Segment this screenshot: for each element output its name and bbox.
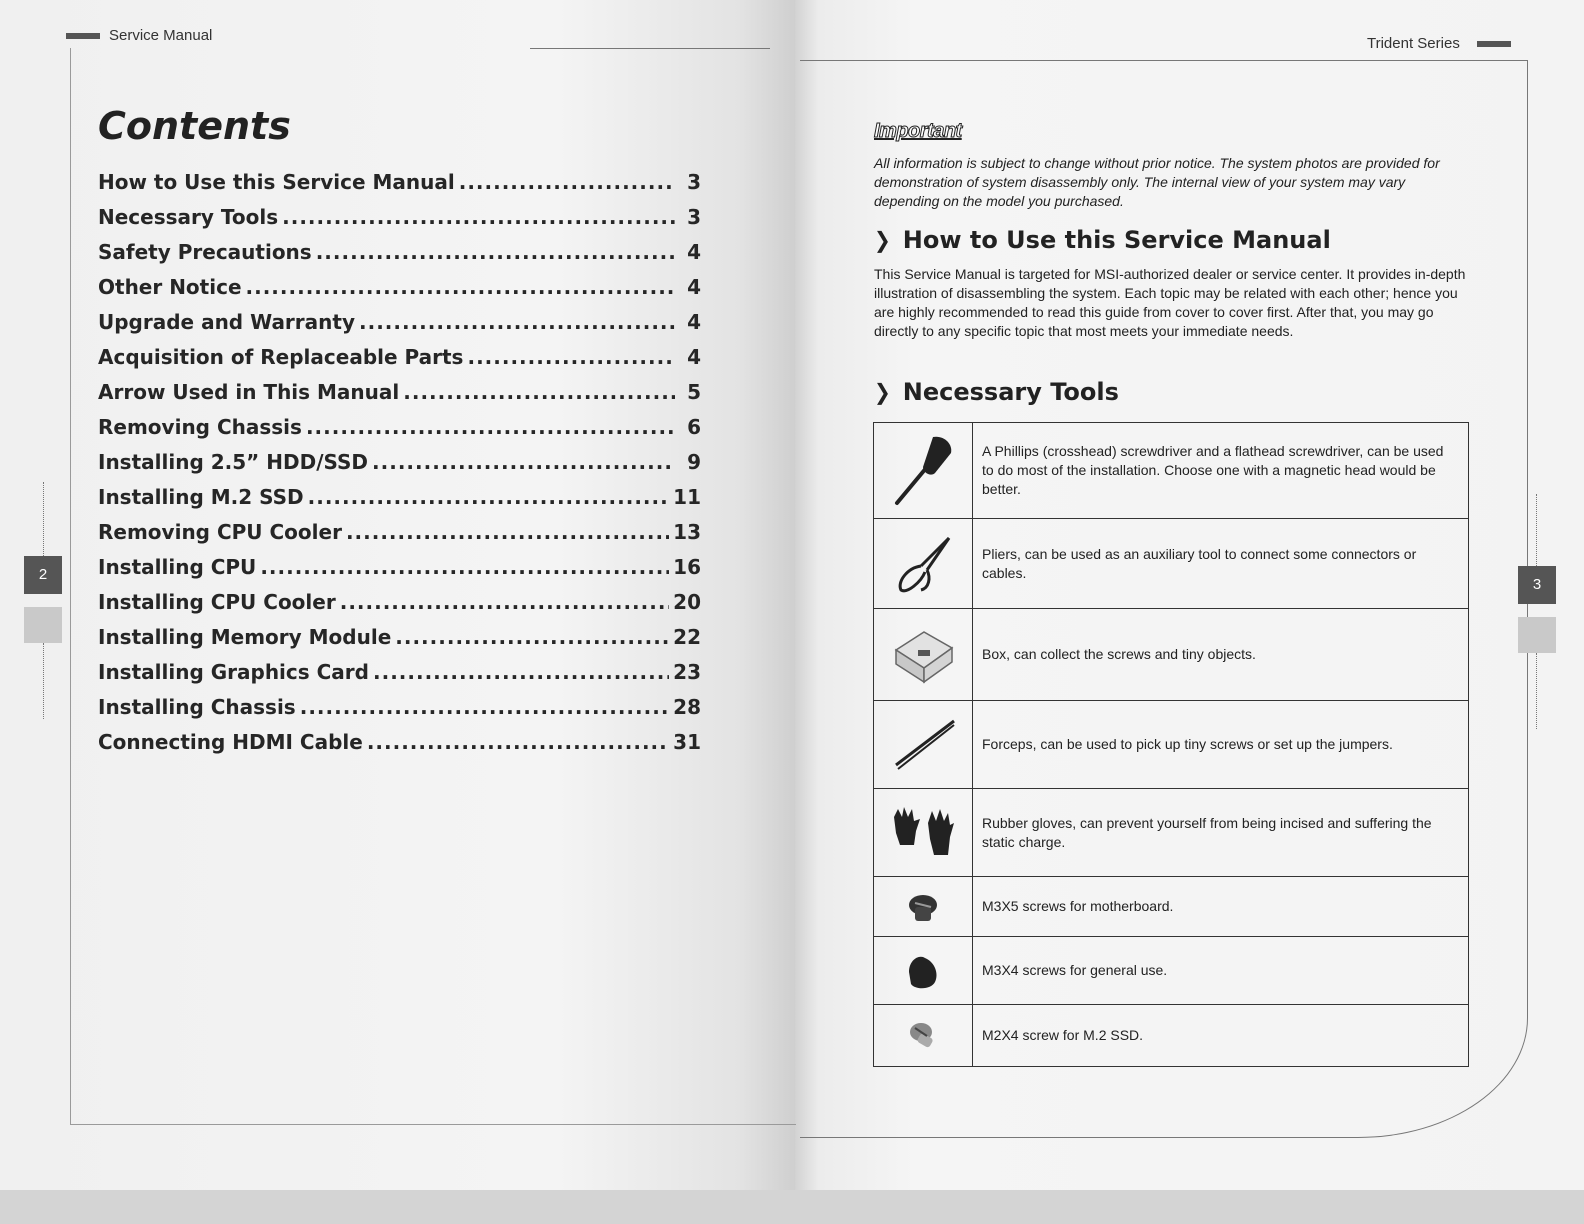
toc-entry[interactable] <box>98 660 701 695</box>
tool-icon-cell <box>874 423 973 519</box>
toc-entry[interactable] <box>98 380 701 415</box>
toc-entry-label: Arrow Used in This Manual <box>98 380 400 404</box>
toc-entry-label: Acquisition of Replaceable Parts <box>98 345 464 369</box>
tool-description: A Phillips (crosshead) screwdriver and a flathead screwdriver, can be used to do most of the installation. Choose one with a magnetic head would be better. <box>973 423 1469 519</box>
toc-entry-label: Removing CPU Cooler <box>98 520 342 544</box>
right-page-number: 3 <box>1518 566 1556 604</box>
toc-leader-dots <box>246 275 675 299</box>
toc-entry-label: Installing CPU Cooler <box>98 590 336 614</box>
contents-title: Contents <box>98 104 291 148</box>
toc-entry[interactable] <box>98 240 701 275</box>
chevron-right-icon: ❯ <box>874 226 891 254</box>
toc-entry-page: 13 <box>673 520 701 544</box>
toc-entry-label: Connecting HDMI Cable <box>98 730 363 754</box>
toc-entry-label: Upgrade and Warranty <box>98 310 355 334</box>
scanner-bed <box>0 1190 1584 1224</box>
chevron-right-icon: ❯ <box>874 378 891 406</box>
toc-entry-page: 3 <box>687 205 701 229</box>
toc-entry-page: 22 <box>673 625 701 649</box>
toc-leader-dots <box>467 345 675 369</box>
toc-leader-dots <box>316 240 675 264</box>
table-of-contents <box>98 170 701 765</box>
toc-leader-dots <box>300 695 669 719</box>
left-header-title: Service Manual <box>109 27 213 44</box>
toc-entry[interactable] <box>98 415 701 450</box>
left-page-rule <box>530 48 770 49</box>
table-row <box>874 609 1469 701</box>
rubber-gloves-icon <box>888 805 958 861</box>
m3x4-screw-icon <box>901 950 945 992</box>
table-row <box>874 519 1469 609</box>
toc-entry[interactable] <box>98 730 701 765</box>
tool-description: Rubber gloves, can prevent yourself from being incised and suffering the static charge. <box>973 789 1469 877</box>
toc-entry-label: Other Notice <box>98 275 242 299</box>
toc-entry[interactable] <box>98 555 701 590</box>
right-page-tab <box>1518 617 1556 653</box>
left-header-mark <box>66 33 100 39</box>
toc-entry-label: Installing Graphics Card <box>98 660 369 684</box>
tool-icon-cell <box>874 701 973 789</box>
toc-entry[interactable] <box>98 205 701 240</box>
toc-leader-dots <box>282 205 675 229</box>
toc-entry-page: 9 <box>687 450 701 474</box>
toc-entry[interactable] <box>98 450 701 485</box>
toc-entry-page: 16 <box>673 555 701 579</box>
toc-leader-dots <box>308 485 670 509</box>
important-label: Important <box>874 120 962 142</box>
tool-icon-cell <box>874 1005 973 1067</box>
table-row <box>874 423 1469 519</box>
left-index-dotted-line-lower <box>43 643 44 719</box>
toc-entry-page: 4 <box>687 310 701 334</box>
right-index-dotted-line-lower <box>1536 653 1537 729</box>
tool-icon-cell <box>874 789 973 877</box>
toc-leader-dots <box>373 660 669 684</box>
toc-entry-label: Removing Chassis <box>98 415 302 439</box>
toc-leader-dots <box>260 555 669 579</box>
forceps-icon <box>888 715 958 775</box>
toc-entry-label: Installing M.2 SSD <box>98 485 304 509</box>
toc-entry-page: 4 <box>687 345 701 369</box>
toc-entry-page: 11 <box>673 485 701 509</box>
important-notice: All information is subject to change without prior notice. The system photos are provided for demonstration of system disassembly only. The internal view of your system may vary depending on the model you purchased. <box>874 155 1440 209</box>
right-index-dotted-line <box>1536 494 1537 566</box>
toc-entry-page: 6 <box>687 415 701 439</box>
toc-leader-dots <box>372 450 675 474</box>
toc-leader-dots <box>359 310 675 334</box>
toc-entry[interactable] <box>98 695 701 730</box>
toc-leader-dots <box>367 730 669 754</box>
table-row <box>874 701 1469 789</box>
box-icon <box>888 620 958 690</box>
toc-entry-page: 5 <box>687 380 701 404</box>
toc-leader-dots <box>403 380 675 404</box>
toc-entry[interactable] <box>98 170 701 205</box>
toc-leader-dots <box>306 415 675 439</box>
toc-entry[interactable] <box>98 275 701 310</box>
tool-description: Box, can collect the screws and tiny objects. <box>973 609 1469 701</box>
left-page-tab <box>24 607 62 643</box>
tool-description: M3X5 screws for motherboard. <box>973 877 1469 937</box>
toc-entry[interactable] <box>98 520 701 555</box>
toc-entry[interactable] <box>98 345 701 380</box>
section-how-to-use-text: This Service Manual is targeted for MSI-authorized dealer or service center. It provides in-depth illustration of disassembling the system. Each topic may be related with each other; hence you are highly recommended to read this guide from cover to cover first. After that, you may go directly to any specific topic that most meets your immediate needs. <box>874 266 1466 339</box>
m3x5-screw-icon <box>901 889 945 925</box>
toc-entry-page: 23 <box>673 660 701 684</box>
right-header-mark <box>1477 41 1511 47</box>
table-row <box>874 937 1469 1005</box>
toc-entry-label: Necessary Tools <box>98 205 279 229</box>
table-row <box>874 877 1469 937</box>
toc-entry-page: 4 <box>687 240 701 264</box>
section-necessary-tools-title <box>874 378 1119 406</box>
tool-icon-cell <box>874 609 973 701</box>
tool-description: M2X4 screw for M.2 SSD. <box>973 1005 1469 1067</box>
section-necessary-tools-label: Necessary Tools <box>902 378 1119 406</box>
tool-description: Forceps, can be used to pick up tiny screws or set up the jumpers. <box>973 701 1469 789</box>
section-how-to-use-label: How to Use this Service Manual <box>902 226 1331 254</box>
tool-icon-cell <box>874 877 973 937</box>
screwdriver-icon <box>883 429 963 513</box>
toc-entry[interactable] <box>98 485 701 520</box>
tool-icon-cell <box>874 519 973 609</box>
toc-entry-label: Safety Precautions <box>98 240 312 264</box>
toc-entry[interactable] <box>98 310 701 345</box>
necessary-tools-table <box>873 422 1469 1067</box>
table-row <box>874 1005 1469 1067</box>
tool-description: M3X4 screws for general use. <box>973 937 1469 1005</box>
toc-entry-label: How to Use this Service Manual <box>98 170 455 194</box>
toc-entry-page: 20 <box>673 590 701 614</box>
toc-entry-label: Installing 2.5” HDD/SSD <box>98 450 369 474</box>
left-index-dotted-line <box>43 482 44 556</box>
tool-icon-cell <box>874 937 973 1005</box>
toc-entry[interactable] <box>98 625 701 660</box>
right-header-title: Trident Series <box>1367 35 1460 52</box>
pliers-icon <box>891 532 955 596</box>
toc-leader-dots <box>340 590 669 614</box>
toc-entry-page: 4 <box>687 275 701 299</box>
toc-entry-label: Installing Memory Module <box>98 625 392 649</box>
section-how-to-use-title <box>874 226 1331 254</box>
toc-leader-dots <box>459 170 675 194</box>
toc-leader-dots <box>346 520 669 544</box>
table-row <box>874 789 1469 877</box>
toc-entry-label: Installing Chassis <box>98 695 296 719</box>
m2x4-screw-icon <box>903 1018 943 1054</box>
toc-leader-dots <box>395 625 669 649</box>
toc-entry-label: Installing CPU <box>98 555 257 579</box>
toc-entry[interactable] <box>98 590 701 625</box>
tool-description: Pliers, can be used as an auxiliary tool to connect some connectors or cables. <box>973 519 1469 609</box>
left-page-number: 2 <box>24 556 62 594</box>
toc-entry-page: 31 <box>673 730 701 754</box>
toc-entry-page: 28 <box>673 695 701 719</box>
toc-entry-page: 3 <box>687 170 701 194</box>
